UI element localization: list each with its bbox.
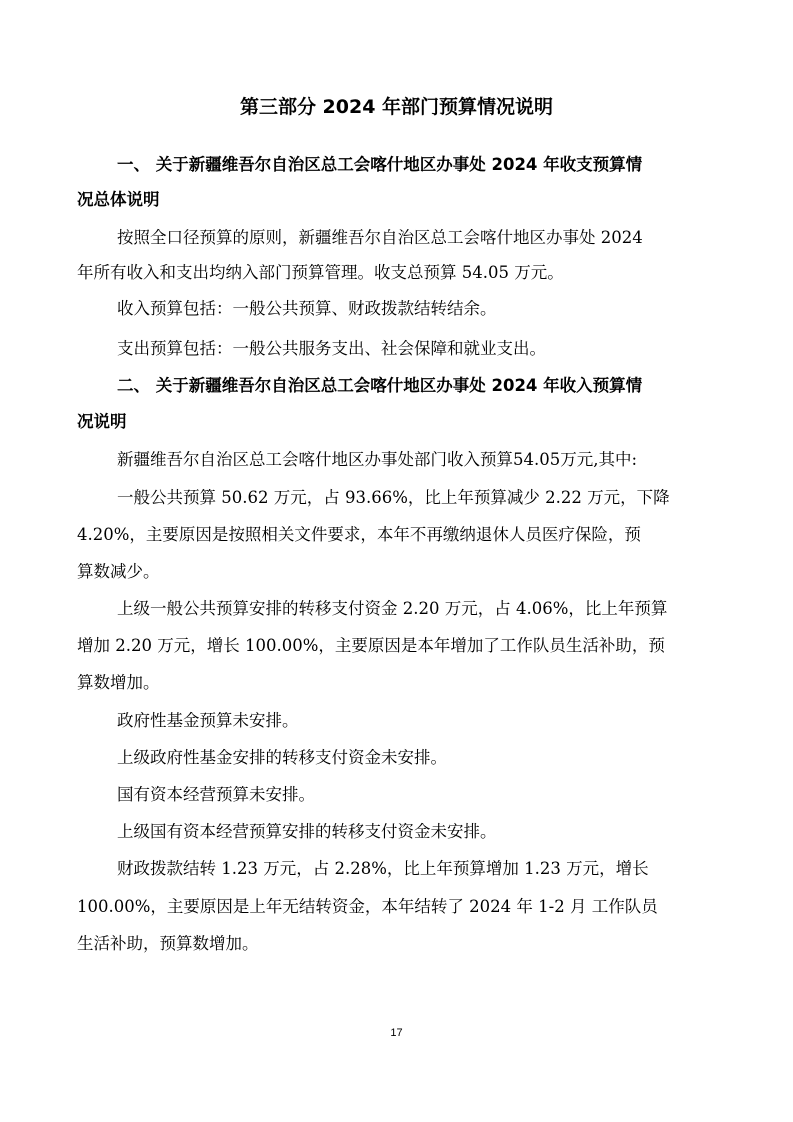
paragraph-line: 生活补助，预算数增加。 (77, 934, 259, 953)
paragraph-line: 财政拨款结转 1.23 万元，占 2.28%，比上年预算增加 1.23 万元，增长 (117, 859, 649, 878)
paragraph-line: 100.00%，主要原因是上年无结转资金，本年结转了 2024 年 1-2 月 工作队员 (77, 897, 658, 916)
paragraph-line: 按照全口径预算的原则，新疆维吾尔自治区总工会喀什地区办事处 2024 (117, 228, 643, 247)
page-title: 第三部分 2024 年部门预算情况说明 (239, 96, 554, 118)
section-one-heading-cont: 况总体说明 (77, 190, 160, 209)
paragraph-line: 一般公共预算 50.62 万元，占 93.66%，比上年预算减少 2.22 万元，下降 (117, 488, 670, 507)
paragraph-line: 增加 2.20 万元，增长 100.00%，主要原因是本年增加了工作队员生活补助，预 (77, 636, 665, 655)
section-one-heading: 一、 关于新疆维吾尔自治区总工会喀什地区办事处 2024 年收支预算情 (117, 155, 643, 174)
section-two-heading: 二、 关于新疆维吾尔自治区总工会喀什地区办事处 2024 年收入预算情 (117, 376, 643, 395)
paragraph-line: 上级一般公共预算安排的转移支付资金 2.20 万元，占 4.06%，比上年预算 (117, 599, 668, 618)
paragraph-line: 算数减少。 (77, 562, 160, 581)
paragraph-line: 国有资本经营预算未安排。 (117, 785, 315, 804)
paragraph-line: 政府性基金预算未安排。 (117, 711, 299, 730)
paragraph-line: 收入预算包括：一般公共预算、财政拨款结转结余。 (117, 299, 497, 318)
paragraph-line: 上级国有资本经营预算安排的转移支付资金未安排。 (117, 822, 497, 841)
page-number: 17 (390, 1027, 403, 1039)
paragraph-line: 年所有收入和支出均纳入部门预算管理。收支总预算 54.05 万元。 (77, 263, 564, 282)
paragraph-line: 4.20%，主要原因是按照相关文件要求，本年不再缴纳退休人员医疗保险，预 (77, 525, 641, 544)
paragraph-line: 新疆维吾尔自治区总工会喀什地区办事处部门收入预算54.05万元,其中: (117, 450, 638, 469)
paragraph-line: 算数增加。 (77, 673, 160, 692)
paragraph-line: 上级政府性基金安排的转移支付资金未安排。 (117, 748, 447, 767)
section-two-heading-cont: 况说明 (77, 412, 127, 431)
paragraph-line: 支出预算包括：一般公共服务支出、社会保障和就业支出。 (117, 339, 546, 358)
